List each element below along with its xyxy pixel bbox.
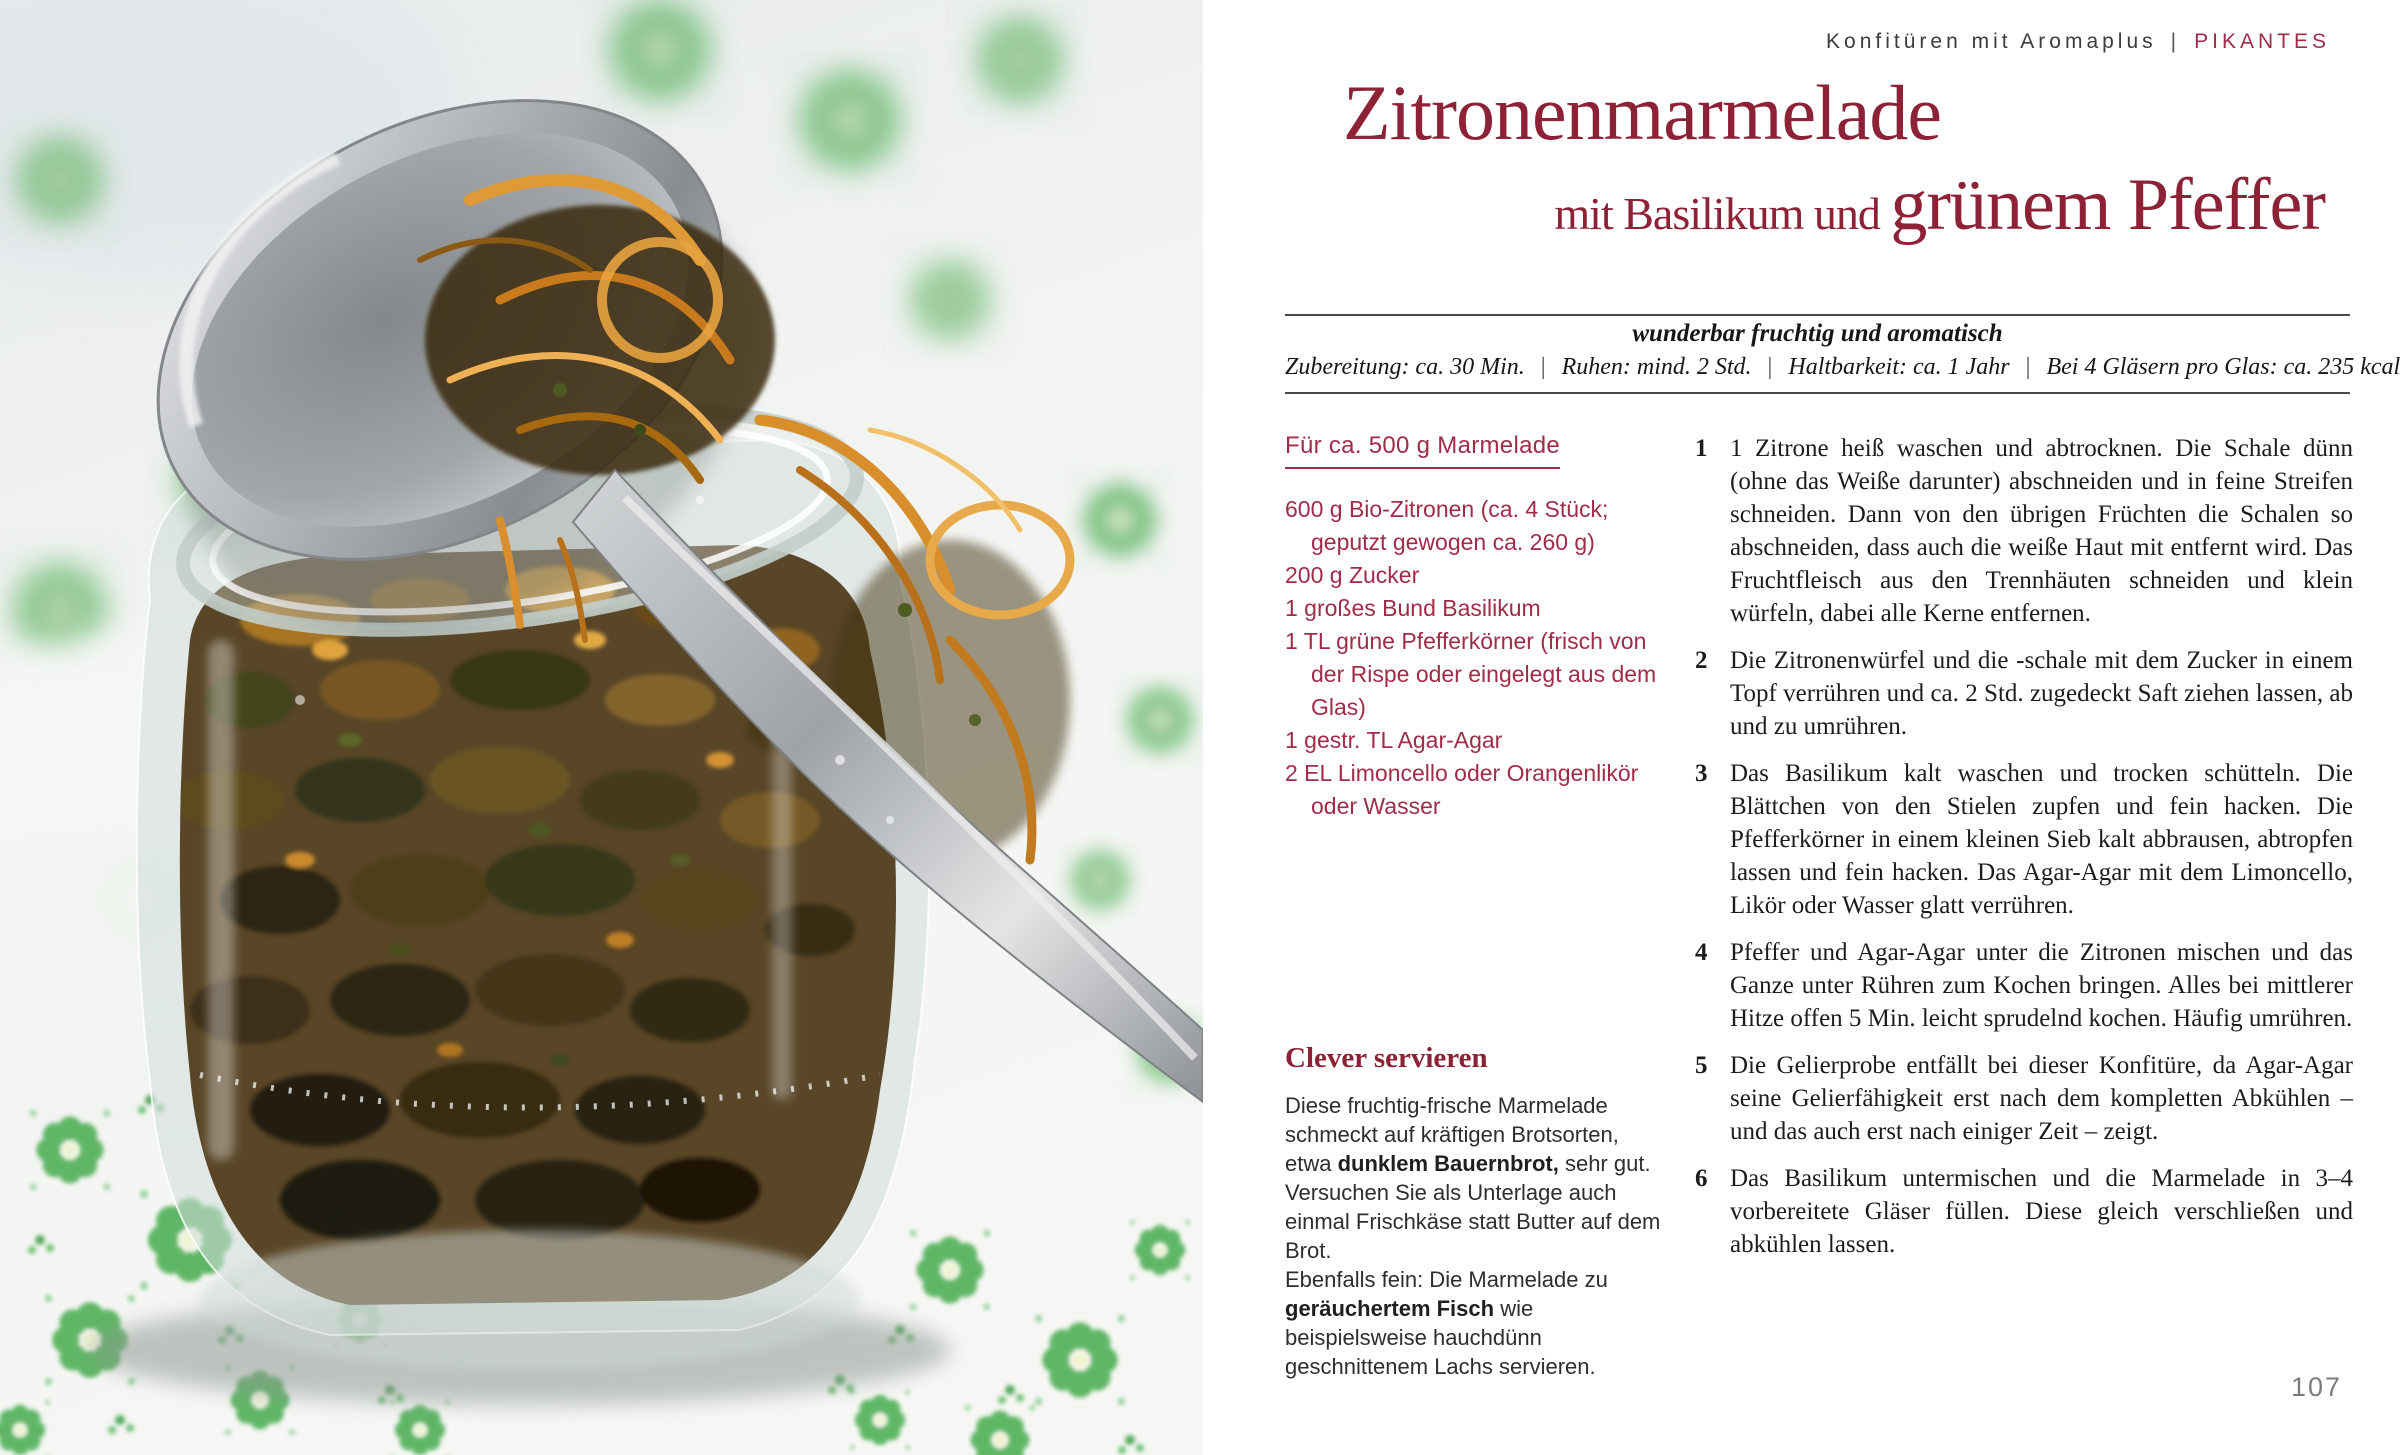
tip-text: wie beispielsweise hauchdünn geschnittenem Lachs servieren. (1285, 1296, 1596, 1379)
step-text: Das Basilikum kalt waschen und trocken schütteln. Die Blättchen von den Stielen zupfen und fein hacken. Die Pfefferkörner in einem kleinen Sieb kalt abbrausen, abtropfen lassen und fein hacken. Das Agar-Agar mit dem Limoncello, Likör oder Wasser glatt verrühren. (1730, 760, 2353, 919)
running-header-separator: | (2170, 30, 2181, 53)
step-3 (1690, 757, 2353, 922)
running-header-category: PIKANTES (2194, 30, 2330, 53)
meta-separator: | (2025, 354, 2031, 380)
meta-calories: Bei 4 Gläsern pro Glas: ca. 235 kcal (2046, 354, 2400, 380)
ingredients-heading: Für ca. 500 g Marmelade (1285, 432, 1560, 469)
step-number: 6 (1695, 1165, 1708, 1192)
step-5 (1690, 1049, 2353, 1148)
step-number: 3 (1695, 760, 1708, 787)
step-number: 1 (1695, 435, 1708, 462)
recipe-title-line1: Zitronenmarmelade (1343, 69, 1942, 156)
ingredient-item: 600 g Bio-Zitronen (ca. 4 Stück; geputzt gewogen ca. 260 g) (1285, 496, 1609, 555)
step-text: Die Zitronenwürfel und die -schale mit dem Zucker in einem Topf verrühren und ca. 2 Std. zugedeckt Saft ziehen lassen, ab und zu umrühren. (1730, 647, 2353, 740)
tip-text: Diese fruchtig-frische Marmelade schmeckt auf kräftigen Brotsorten, etwa (1285, 1093, 1619, 1176)
step-text: Pfeffer und Agar-Agar unter die Zitronen mischen und das Ganze unter Rühren zum Kochen bringen. Alles bei mittlerer Hitze offen 5 Min. leicht sprudelnd kochen. Häufig umrühren. (1730, 939, 2353, 1032)
recipe-title-line2-prefix: mit Basilikum und (1554, 187, 1891, 239)
serving-tip-paragraph-2 (1285, 1265, 1663, 1381)
meta-shelf-life: Haltbarkeit: ca. 1 Jahr (1788, 354, 2010, 380)
step-1 (1690, 432, 2353, 630)
step-text: Die Gelierprobe entfällt bei dieser Konfitüre, da Agar-Agar seine Gelierfähigkeit erst nach dem kompletten Abkühlen – und das auch erst nach einiger Zeit – zeigt. (1730, 1052, 2353, 1145)
tip-text: Ebenfalls fein: Die Marmelade zu (1285, 1267, 1608, 1292)
recipe-meta (1285, 354, 2400, 381)
step-text: Das Basilikum untermischen und die Marmelade in 3–4 vorbereitete Gläser füllen. Diese gleich verschließen und abkühlen lassen. (1730, 1165, 2353, 1258)
meta-rest-time: Ruhen: mind. 2 Std. (1561, 354, 1752, 380)
ingredient-item: 200 g Zucker (1285, 562, 1420, 588)
ingredients-section (1285, 432, 1663, 823)
tip-text: sehr gut. Versuchen Sie als Unterlage auch einmal Frischkäse statt Butter auf dem Brot. (1285, 1151, 1661, 1263)
ingredient-item: 1 TL grüne Pfefferkörner (frisch von der Rispe oder eingelegt aus dem Glas) (1285, 628, 1657, 720)
recipe-title-line2-emphasis: grünem Pfeffer (1890, 163, 2325, 246)
meta-separator: | (1540, 354, 1546, 380)
step-number: 4 (1695, 939, 1708, 966)
running-header-breadcrumb: Konfitüren mit Aromaplus (1826, 30, 2157, 53)
page-number: 107 (2290, 1372, 2342, 1402)
ingredient-item: 1 großes Bund Basilikum (1285, 595, 1541, 621)
step-4 (1690, 936, 2353, 1035)
step-6 (1690, 1162, 2353, 1261)
recipe-title (1203, 69, 2400, 246)
step-2 (1690, 644, 2353, 743)
ingredients-list (1285, 493, 1663, 823)
tip-text-bold: dunklem Bauernbrot, (1337, 1151, 1559, 1176)
preparation-steps (1690, 432, 2353, 1275)
ingredient-item: 2 EL Limoncello oder Orangenlikör oder Wasser (1285, 760, 1639, 819)
step-text: 1 Zitrone heiß waschen und abtrocknen. Die Schale dünn (ohne das Weiße darunter) abschneiden und in feine Streifen schneiden. Dann von den übrigen Früchten die Schalen so abschneiden, dass auch die weiße Haut mit entfernt wird. Das Fruchtfleisch aus den Trennhäuten schneiden und klein würfeln, dabei alle Kerne entfernen. (1730, 435, 2353, 627)
serving-tip-heading: Clever servieren (1285, 1042, 1488, 1074)
running-header (1826, 30, 2330, 54)
ingredient-item: 1 gestr. TL Agar-Agar (1285, 727, 1503, 753)
recipe-title-line2 (1203, 163, 2325, 246)
serving-tip-paragraph-1 (1285, 1091, 1663, 1265)
tip-text-bold: geräuchertem Fisch (1285, 1296, 1495, 1321)
meta-separator: | (1767, 354, 1773, 380)
divider-bottom (1285, 392, 2350, 394)
divider-top (1285, 314, 2350, 316)
serving-tip-section (1285, 1042, 1663, 1381)
recipe-page (1203, 0, 2400, 1455)
step-number: 2 (1695, 647, 1708, 674)
meta-prep-time: Zubereitung: ca. 30 Min. (1285, 354, 1525, 380)
recipe-tagline: wunderbar fruchtig und aromatisch (1632, 320, 2003, 347)
step-number: 5 (1695, 1052, 1708, 1079)
